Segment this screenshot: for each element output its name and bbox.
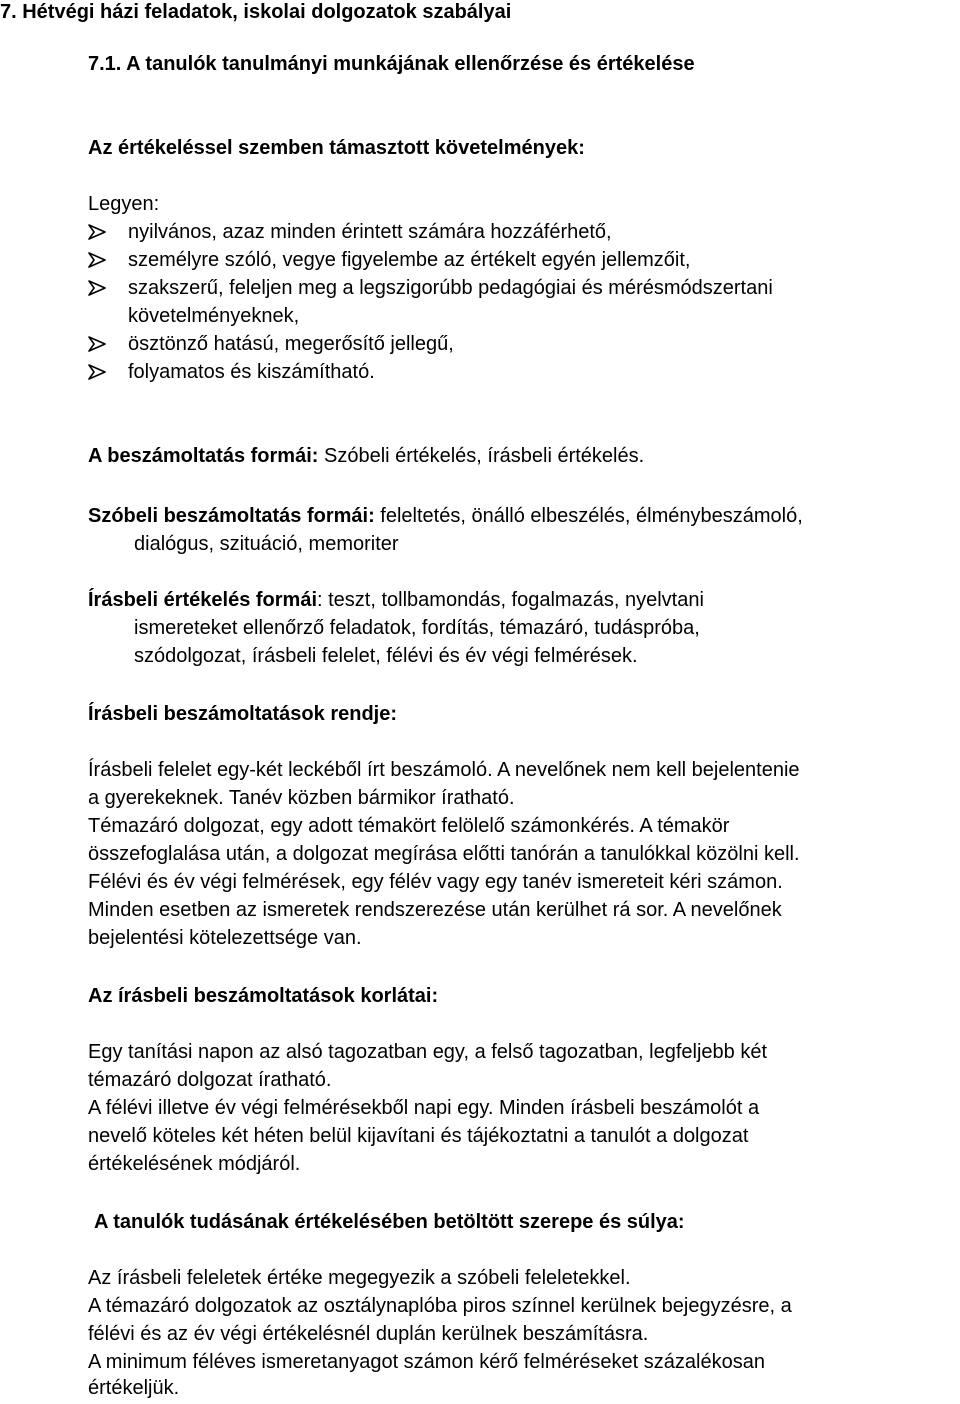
order-line: Félévi és év végi felmérések, egy félév vagy egy tanév ismereteit kéri számon. — [88, 871, 783, 893]
oral-line-2: dialógus, szituáció, memoriter — [134, 533, 399, 555]
written-line-3: szódolgozat, írásbeli felelet, félévi és év végi felmérések. — [134, 645, 638, 667]
order-line: bejelentési kötelezettsége van. — [88, 927, 362, 949]
written-text: : teszt, tollbamondás, fogalmazás, nyelvtani — [317, 589, 704, 611]
list-item-text: folyamatos és kiszámítható. — [128, 361, 375, 383]
limits-line: Egy tanítási napon az alsó tagozatban egy, a felső tagozatban, legfeljebb két — [88, 1041, 767, 1063]
order-heading: Írásbeli beszámoltatások rendje: — [88, 703, 398, 725]
role-line: A minimum féléves ismeretanyagot számon kérő felméréseket százalékosan — [88, 1351, 765, 1373]
forms-text: Szóbeli értékelés, írásbeli értékelés. — [318, 445, 645, 467]
forms-label: A beszámoltatás formái: — [88, 445, 319, 467]
limits-line: értékelésének módjáról. — [88, 1153, 301, 1175]
forms-paragraph — [88, 444, 644, 468]
arrow-bullet-icon — [88, 336, 106, 352]
written-label: Írásbeli értékelés formái — [88, 589, 318, 611]
order-line: Írásbeli felelet egy-két leckéből írt beszámoló. A nevelőnek nem kell bejelentenie — [88, 759, 800, 781]
order-line: összefoglalása után, a dolgozat megírása előtti tanórán a tanulókkal közölni kell. — [88, 843, 800, 865]
limits-heading: Az írásbeli beszámoltatások korlátai: — [88, 985, 439, 1007]
arrow-bullet-icon — [88, 252, 106, 268]
order-line: Témazáró dolgozat, egy adott témakört felölelő számonkérés. A témakör — [88, 815, 730, 837]
list-item-text: ösztönző hatású, megerősítő jellegű, — [128, 333, 454, 355]
requirements-heading: Az értékeléssel szemben támasztott követelmények: — [88, 137, 585, 159]
legyen-label: Legyen: — [88, 193, 160, 215]
section-heading-7-1: 7.1. A tanulók tanulmányi munkájának ellenőrzése és értékelése — [88, 53, 695, 75]
section-heading-7: 7. Hétvégi házi feladatok, iskolai dolgozatok szabályai — [0, 1, 512, 23]
role-line: Az írásbeli feleletek értéke megegyezik a szóbeli feleletekkel. — [88, 1267, 631, 1289]
list-item-text: nyilvános, azaz minden érintett számára hozzáférhető, — [128, 221, 612, 243]
limits-line: nevelő köteles két héten belül kijavítani és tájékoztatni a tanulót a dolgozat — [88, 1125, 749, 1147]
order-line: a gyerekeknek. Tanév közben bármikor íratható. — [88, 787, 515, 809]
written-paragraph — [88, 588, 704, 612]
arrow-bullet-icon — [88, 224, 106, 240]
list-item-text: személyre szóló, vegye figyelembe az értékelt egyén jellemzőit, — [128, 249, 691, 271]
list-item-text: követelményeknek, — [128, 305, 300, 327]
oral-paragraph — [88, 504, 803, 528]
role-heading: A tanulók tudásának értékelésében betöltött szerepe és súlya: — [94, 1211, 685, 1233]
order-line: Minden esetben az ismeretek rendszerezése után kerülhet rá sor. A nevelőnek — [88, 899, 782, 921]
role-line: félévi és az év végi értékelésnél duplán kerülnek beszámításra. — [88, 1323, 649, 1345]
role-line: értékeljük. — [88, 1377, 180, 1399]
limits-line: A félévi illetve év végi felmérésekből napi egy. Minden írásbeli beszámolót a — [88, 1097, 760, 1119]
list-item-text: szakszerű, feleljen meg a legszigorúbb pedagógiai és mérésmódszertani — [128, 277, 773, 299]
limits-line: témazáró dolgozat íratható. — [88, 1069, 332, 1091]
arrow-bullet-icon — [88, 364, 106, 380]
written-line-2: ismereteket ellenőrző feladatok, fordítás, témazáró, tudáspróba, — [134, 617, 700, 639]
arrow-bullet-icon — [88, 280, 106, 296]
oral-label: Szóbeli beszámoltatás formái: — [88, 505, 375, 527]
role-line: A témazáró dolgozatok az osztálynaplóba piros színnel kerülnek bejegyzésre, a — [88, 1295, 792, 1317]
oral-text: feleltetés, önálló elbeszélés, élménybeszámoló, — [374, 505, 803, 527]
